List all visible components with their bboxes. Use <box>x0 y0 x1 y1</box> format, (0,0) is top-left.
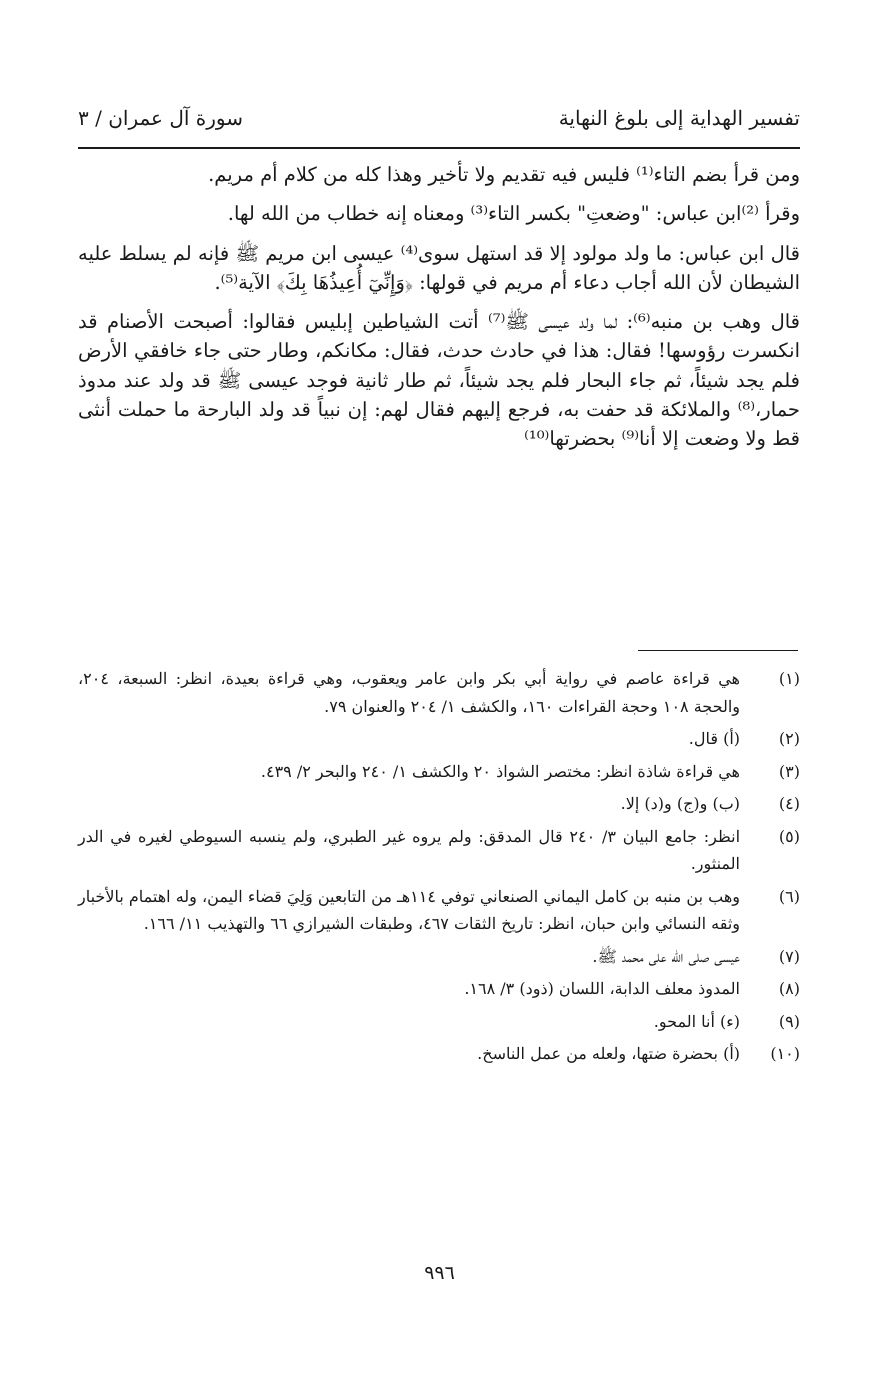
footnote-text: (ء) أنا المحو. <box>653 1011 740 1031</box>
book-title: تفسير الهداية إلى بلوغ النهاية <box>558 106 800 130</box>
footnote-text: هي قراءة عاصم في رواية أبي بكر وابن عامر ويعقوب، وهي قراءة بعيدة، انظر: السبعة، ٢٠٤، والحجة ١٠٨ وحجة القراءات ١٦٠، والكشف ١/ ٢٠٤ والعنوان ٧٩. <box>78 669 740 716</box>
footnote-item <box>78 883 800 938</box>
footnote-item <box>78 758 800 786</box>
footnote-number: (١٠) <box>770 1044 800 1064</box>
footnote-text: عيسى صلى الله على محمد ﷺ. <box>592 946 740 966</box>
main-text <box>78 160 800 453</box>
footnote-text: المدوذ معلف الدابة، اللسان (ذود) ٣/ ١٦٨. <box>464 979 740 999</box>
body-paragraph: وقرأ ⁽²⁾ابن عباس: "وضعتِ" بكسر التاء⁽³⁾ ومعناه إنه خطاب من الله لها. <box>227 202 800 226</box>
footnotes-list <box>78 665 800 1073</box>
footnote-text: (أ) قال. <box>688 729 740 749</box>
footnote-number: (٢) <box>778 729 800 749</box>
footnote-text: (ب) و(ج) و(د) إلا. <box>620 794 740 814</box>
footnote-item <box>78 665 800 720</box>
footnote-item <box>78 790 800 818</box>
footnote-number: (١) <box>778 669 800 688</box>
footnote-item <box>78 725 800 753</box>
body-paragraph: قال ابن عباس: ما ولد مولود إلا قد استهل سوى⁽⁴⁾ عيسى ابن مريم ﷺ فإنه لم يسلط عليه الشيطان لأن الله أجاب دعاء أم مريم في قولها: ﴿وَإِنِّيٓ أُعِيذُهَا بِكَ﴾ الآية⁽⁵⁾. <box>78 241 800 294</box>
footnote-text: انظر: جامع البيان ٣/ ٢٤٠ قال المدقق: ولم يروه غير الطبري، ولم ينسبه السيوطي لغيره في الدر المنثور. <box>78 826 741 874</box>
footnote-item <box>78 943 800 971</box>
surah-label: سورة آل عمران / ٣ <box>78 106 244 130</box>
footnote-item <box>78 823 800 878</box>
body-paragraph: قال وهب بن منبه⁽⁶⁾: لما ولد عيسى ﷺ⁽⁷⁾ أتت الشياطين إبليس فقالوا: أصبحت الأصنام قد انكسرت رؤوسها! فقال: هذا في حادث حدث، فقال: مكانكم، وطار حتى جاء خافقي الأرض فلم يجد شيئاً، ثم جاء البحار فلم يجد شيئاً، ثم طار ثانية فوجد عيسى ﷺ قد ولد عند مدوذ حمار،⁽⁸⁾ والملائكة قد حفت به، فرجع إليهم فقال لهم: إن نبياً قد ولد البارحة ما حملت أنثى قط ولا وضعت إلا أنا⁽⁹⁾ بحضرتها⁽¹⁰⁾ <box>78 310 801 450</box>
page-number: ٩٩٦ <box>424 1262 455 1284</box>
footnote-text: هي قراءة شاذة انظر: مختصر الشواذ ٢٠ والكشف ١/ ٢٤٠ والبحر ٢/ ٤٣٩. <box>260 761 740 781</box>
footnote-item <box>78 1040 800 1068</box>
footnote-divider <box>638 650 798 651</box>
header-divider <box>78 147 800 149</box>
footnote-text: (أ) بحضرة ضتها، ولعله من عمل الناسخ. <box>477 1044 740 1064</box>
footnote-number: (٤) <box>778 794 800 814</box>
footnote-number: (٣) <box>778 761 800 781</box>
running-header <box>78 100 800 144</box>
footnote-text: وهب بن منبه بن كامل اليماني الصنعاني توفي ١١٤هـ من التابعين وَلِيَ قضاء اليمن، وله اهتمام بالأخبار وثقه النسائي وابن حبان، انظر: تاريخ الثقات ٤٦٧، وطبقات الشيرازي ٦٦ والتهذيب ١١/ ١٦٦. <box>78 886 741 934</box>
footnote-item <box>78 975 800 1003</box>
footnote-number: (٦) <box>778 886 800 906</box>
body-paragraph: ومن قرأ بضم التاء⁽¹⁾ فليس فيه تقديم ولا تأخير وهذا كله من كلام أم مريم. <box>208 163 800 186</box>
footnote-number: (٩) <box>778 1011 800 1031</box>
footnote-number: (٨) <box>778 979 800 999</box>
footnote-number: (٥) <box>778 826 800 846</box>
footnote-number: (٧) <box>778 946 800 966</box>
footnote-item <box>78 1008 800 1036</box>
